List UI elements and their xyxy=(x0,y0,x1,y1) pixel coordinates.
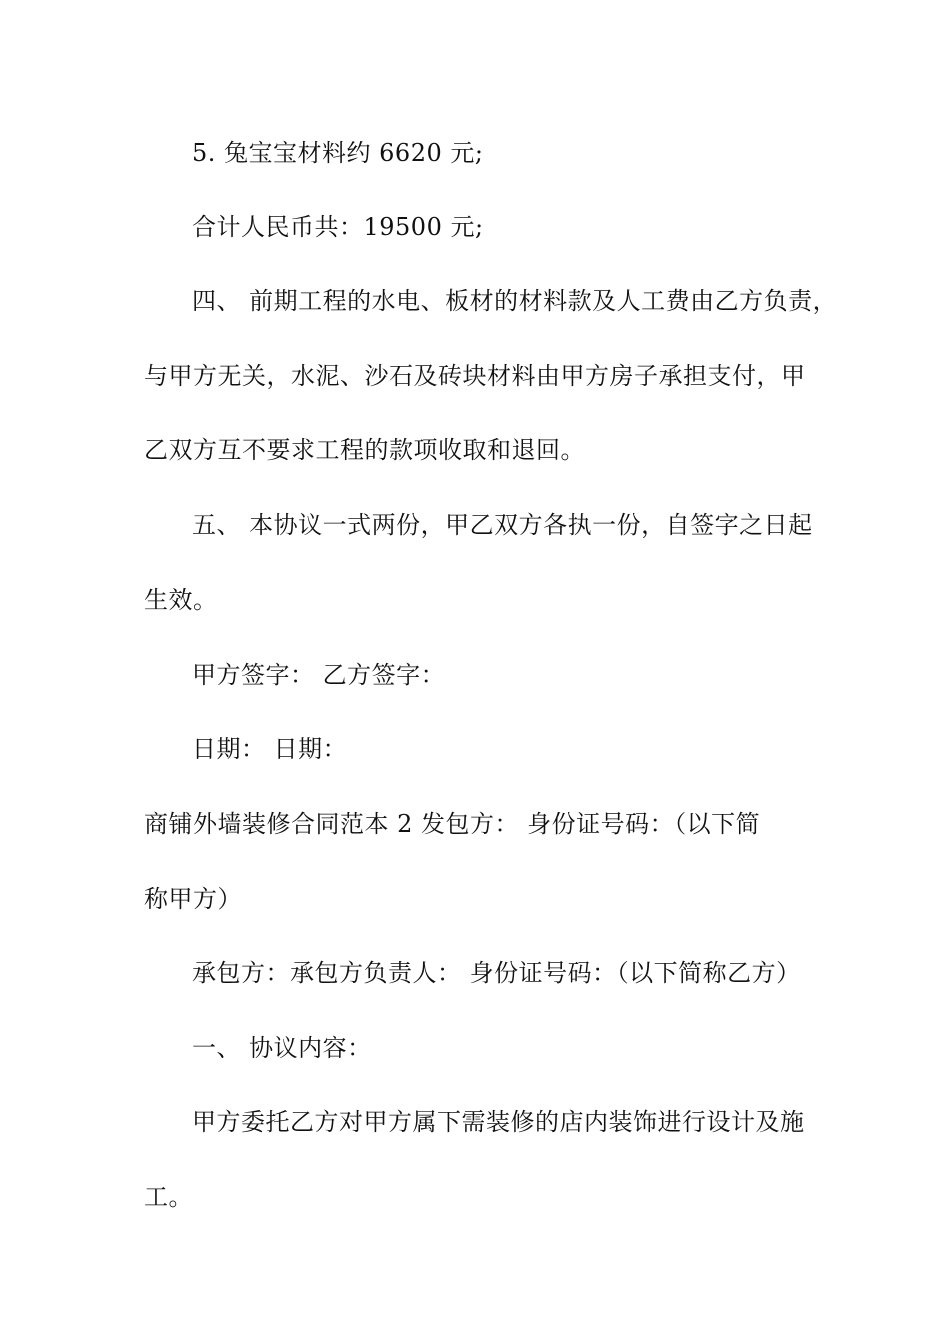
text-line-total: 合计人民币共：19500 元; xyxy=(192,213,484,241)
text-line-contract-title: 商铺外墙装修合同范本 2 发包方： 身份证号码：（以下简 xyxy=(144,810,761,838)
text-line-clause-four-cont-1: 与甲方无关，水泥、沙石及砖块材料由甲方房子承担支付，甲 xyxy=(144,362,806,390)
text-line-material-item: 5. 兔宝宝材料约 6620 元; xyxy=(192,139,484,167)
text-line-contract-title-cont: 称甲方） xyxy=(144,885,242,913)
text-line-dates: 日期： 日期： xyxy=(192,735,348,763)
text-line-clause-four: 四、 前期工程的水电、板材的材料款及人工费由乙方负责， xyxy=(192,287,838,315)
text-line-section-one-body: 甲方委托乙方对甲方属下需装修的店内装饰进行设计及施 xyxy=(192,1108,805,1136)
text-line-clause-four-cont-2: 乙双方互不要求工程的款项收取和退回。 xyxy=(144,436,585,464)
text-line-clause-five: 五、 本协议一式两份，甲乙双方各执一份，自签字之日起 xyxy=(192,511,813,539)
text-line-signatures: 甲方签字： 乙方签字： xyxy=(192,661,446,689)
text-line-section-one: 一、 协议内容： xyxy=(192,1034,372,1062)
text-line-clause-five-cont: 生效。 xyxy=(144,586,218,614)
text-line-contractor: 承包方：承包方负责人： 身份证号码：（以下简称乙方） xyxy=(192,959,801,987)
text-line-section-one-body-cont: 工。 xyxy=(144,1183,193,1211)
